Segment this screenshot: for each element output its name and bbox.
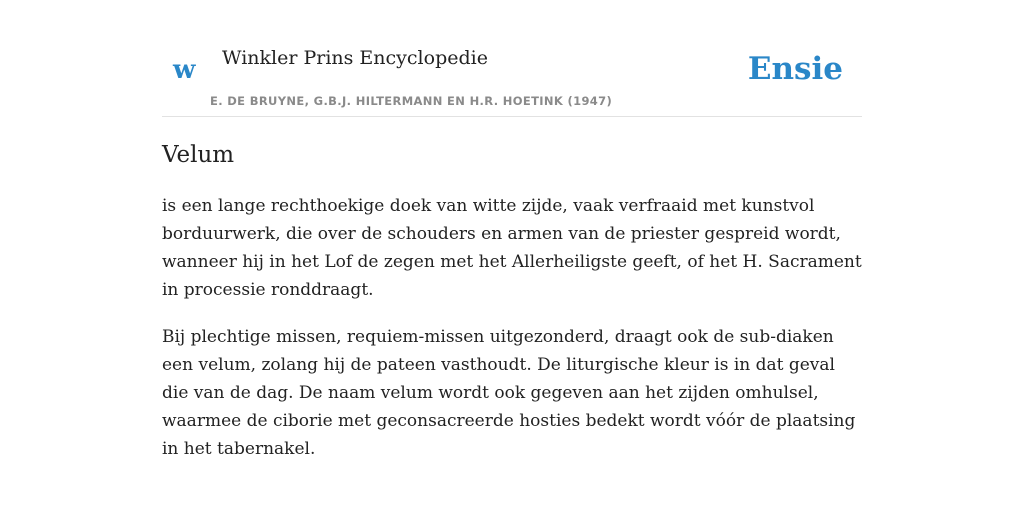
entry-paragraph-1: is een lange rechthoekige doek van witte zijde, vaak verfraaid met kunstvol borduurwerk, die over de schouders en armen van de priester gespreid wordt, wanneer hij in het Lof de zegen met het Allerheiligste geeft, of het H. Sacrament in processie ronddraagt. — [162, 196, 862, 300]
source-header — [162, 0, 862, 117]
entry-paragraph-2: Bij plechtige missen, requiem-missen uitgezonderd, draagt ook de sub-diaken een velum, zolang hij de pateen vasthoudt. De liturgische kleur is in dat geval die van de dag. De naam velum wordt ook gegeven aan het zijden omhulsel, waarmee de ciborie met geconsacreerde hosties bedekt wordt vóór de plaatsing in het tabernakel. — [162, 327, 856, 459]
entry-term: Velum — [162, 142, 235, 168]
entry-body — [162, 192, 862, 482]
source-authors: E. DE BRUYNE, G.B.J. HILTERMANN EN H.R. HOETINK (1947) — [210, 94, 613, 108]
source-logo[interactable]: w — [173, 55, 196, 85]
source-title-link[interactable]: Winkler Prins Encyclopedie — [222, 47, 488, 69]
entry-page — [162, 0, 862, 459]
ensie-logo-link[interactable]: Ensie — [747, 51, 843, 87]
